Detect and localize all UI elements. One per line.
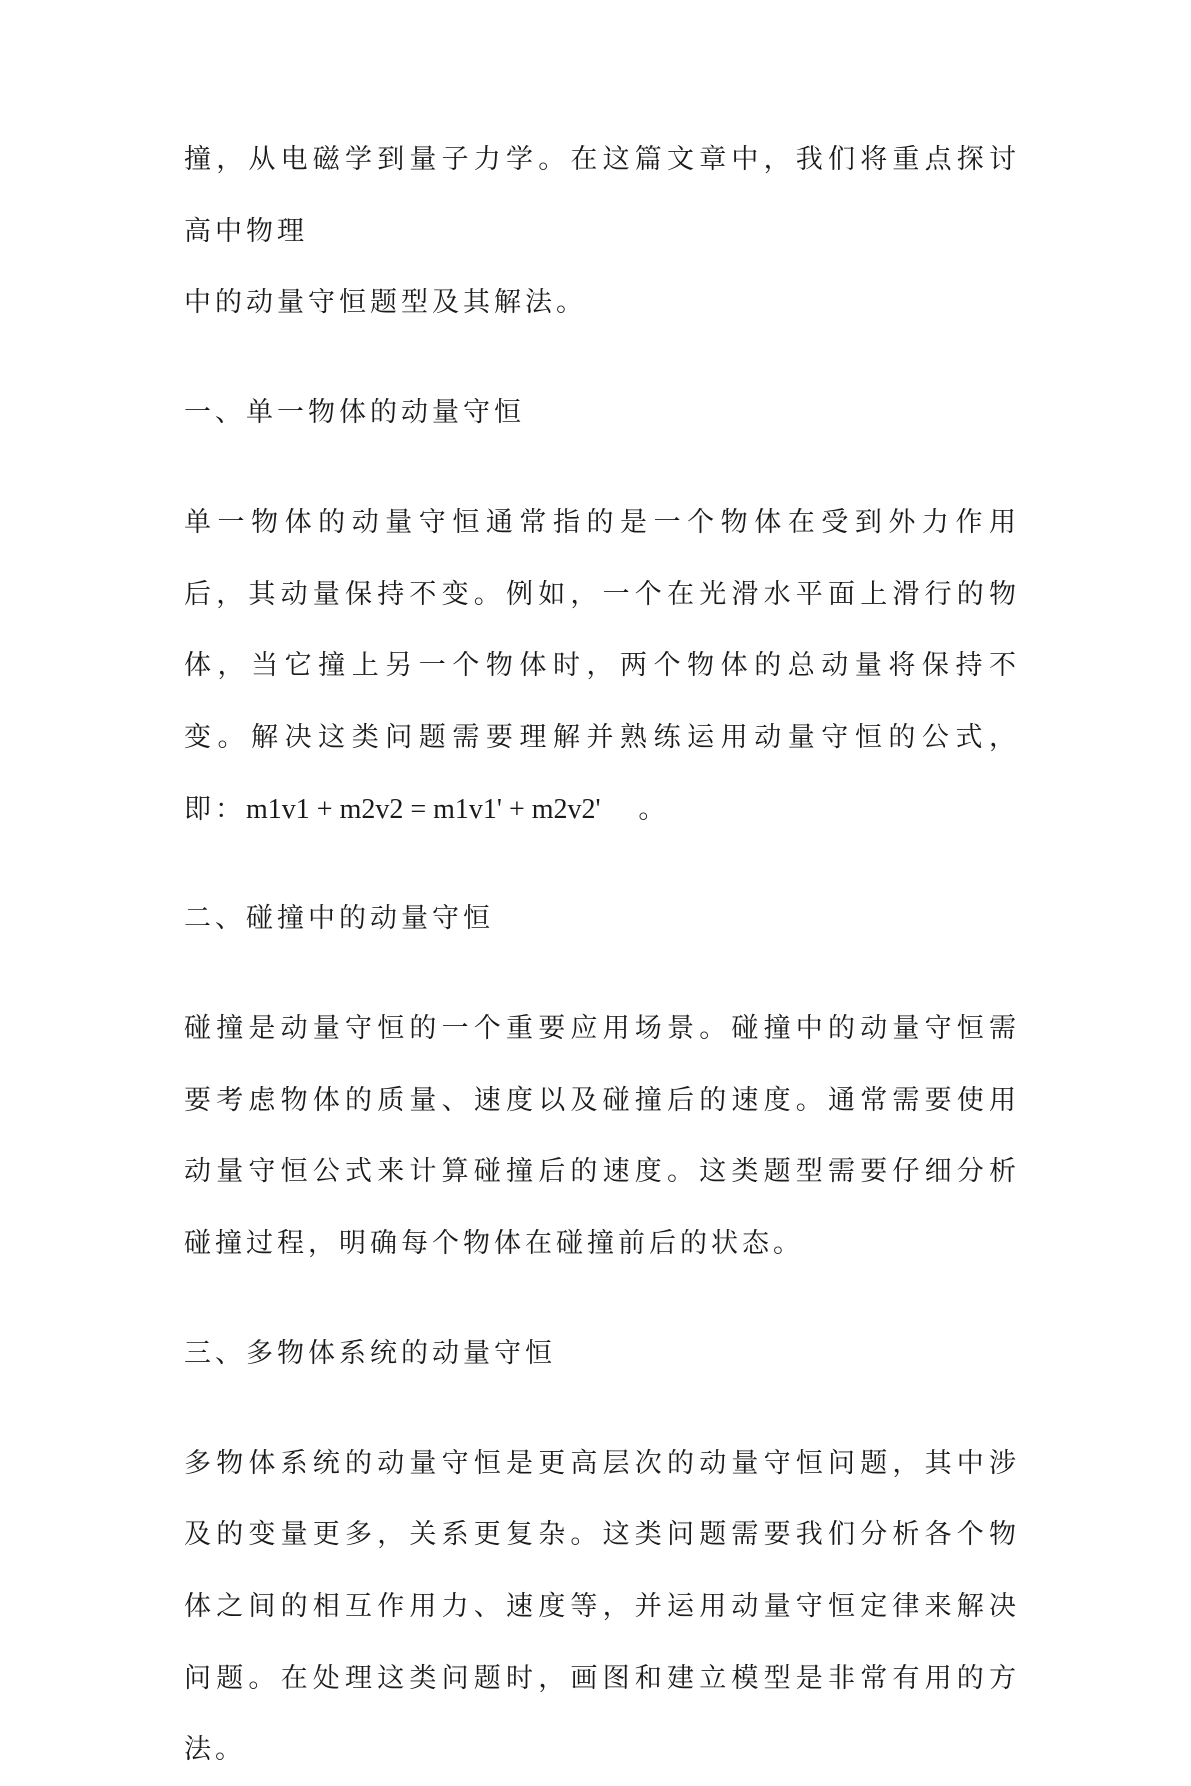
paragraph-gap: [184, 339, 1020, 377]
intro-line-1: 撞，从电磁学到量子力学。在这篇文章中，我们将重点探讨高中物理: [184, 144, 1020, 247]
momentum-formula: m1v1 + m2v2 = m1v1' + m2v2': [246, 793, 601, 825]
intro-line-2: 中的动量守恒题型及其解法。: [184, 287, 587, 319]
intro-paragraph: [184, 124, 1020, 339]
document-body: [184, 124, 1020, 1786]
section-1-paragraph: [184, 487, 1020, 846]
section-1-heading: 一、单一物体的动量守恒: [184, 397, 525, 429]
paragraph-gap: [184, 955, 1020, 993]
paragraph-gap: [184, 449, 1020, 487]
paragraph-gap: [184, 1280, 1020, 1318]
section-1-text: 单一物体的动量守恒通常指的是一个物体在受到外力作用后，其动量保持不变。例如，一个在光滑水平面上滑行的物体，当它撞上另一个物体时，两个物体的总动量将保持不变。解决这类问题需要理解并熟练运用动量守恒的公式，即：: [184, 506, 1020, 825]
section-2-heading: 二、碰撞中的动量守恒: [184, 903, 494, 935]
paragraph-gap: [184, 1390, 1020, 1428]
section-3-heading: 三、多物体系统的动量守恒: [184, 1337, 556, 1369]
section-3-paragraph: 多物体系统的动量守恒是更高层次的动量守恒问题，其中涉及的变量更多，关系更复杂。这类问题需要我们分析各个物体之间的相互作用力、速度等，并运用动量守恒定律来解决问题。在处理这类问题时，画图和建立模型是非常有用的方法。: [184, 1447, 1020, 1766]
section-2-paragraph: 碰撞是动量守恒的一个重要应用场景。碰撞中的动量守恒需要考虑物体的质量、速度以及碰撞后的速度。通常需要使用动量守恒公式来计算碰撞后的速度。这类题型需要仔细分析碰撞过程，明确每个物体在碰撞前后的状态。: [184, 1013, 1020, 1260]
paragraph-gap: [184, 845, 1020, 883]
section-1-end: 。: [638, 793, 670, 825]
